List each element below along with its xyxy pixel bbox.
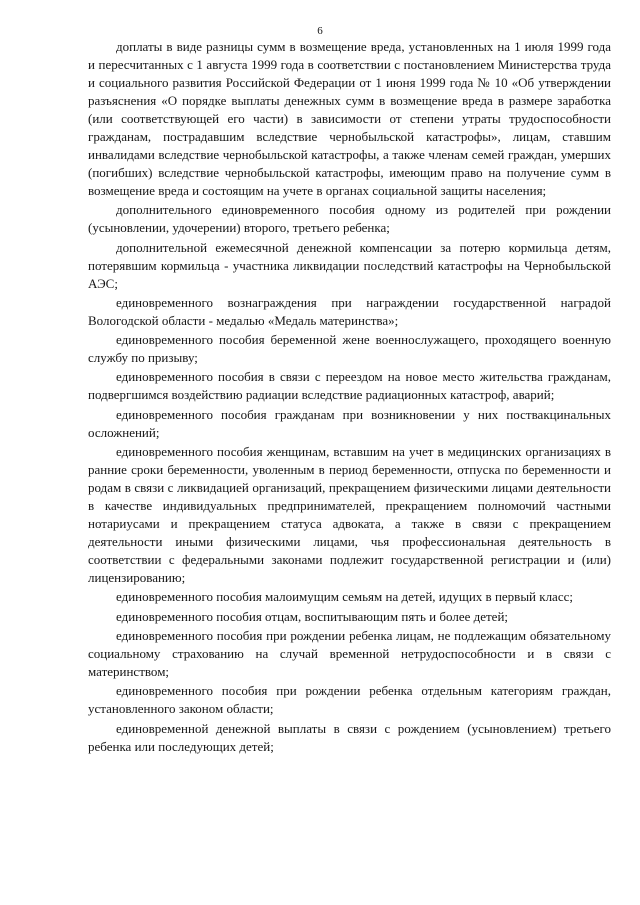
paragraph-11: единовременного пособия при рождении ребенка лицам, не подлежащим обязательному социальному страхованию на случай временной нетрудоспособности и в связи с материнством; (88, 627, 611, 679)
paragraph-1: доплаты в виде разницы сумм в возмещение вреда, установленных на 1 июля 1999 года и пересчитанных с 1 августа 1999 года в соответствии с постановлением Министерства труда и социального развития Российской Федерации от 1 июня 1999 года № 10 «Об утверждении разъяснения «О порядке выплаты денежных сумм в возмещение вреда в размере заработка (или соответствующей его части) в зависимости от степени утраты трудоспособности гражданам, пострадавшим вследствие чернобыльской катастрофы», лицам, ставшим инвалидами вследствие чернобыльской катастрофы, а также членам семей граждан, умерших (погибших) вследствие чернобыльской катастрофы, имеющим право на получение сумм в возмещение вреда и состоящим на учете в органах социальной защиты населения; (88, 39, 611, 198)
paragraph-13: единовременной денежной выплаты в связи с рождением (усыновлением) третьего ребенка или последующих детей; (88, 720, 611, 754)
paragraph-9: единовременного пособия малоимущим семьям на детей, идущих в первый класс; (116, 589, 573, 605)
paragraph-7: единовременного пособия гражданам при возникновении у них поствакцинальных осложнений; (88, 406, 611, 440)
paragraph-8: единовременного пособия женщинам, вставшим на учет в медицинских организациях в ранние сроки беременности, уволенным в период беременности, отпуска по беременности и родам в связи с ликвидацией организаций, прекращением физическими лицами деятельности в качестве индивидуальных предпринимателей, прекращением полномочий частными нотариусами и прекращением статуса адвоката, а также в связи с прекращением деятельности иными физическими лицами, чья профессиональная деятельность в соответствии с федеральными законами подлежит государственной регистрации и (или) лицензированию; (88, 444, 611, 586)
paragraph-4: единовременного вознаграждения при награждении государственной наградой Вологодской области - медалью «Медаль материнства»; (88, 294, 611, 328)
paragraph-3: дополнительной ежемесячной денежной компенсации за потерю кормильца детям, потерявшим кормильца - участника ликвидации последствий катастрофы на Чернобыльской АЭС; (88, 239, 611, 291)
paragraph-6: единовременного пособия в связи с переездом на новое место жительства гражданам, подвергшимся воздействию радиации вследствие радиационных катастроф, аварий; (88, 369, 611, 403)
paragraph-2: дополнительного единовременного пособия одному из родителей при рождении (усыновлении, удочерении) второго, третьего ребенка; (88, 202, 611, 236)
paragraph-5: единовременного пособия беременной жене военнослужащего, проходящего военную службу по призыву; (88, 332, 611, 366)
paragraph-10: единовременного пособия отцам, воспитывающим пять и более детей; (116, 608, 509, 624)
document-body (88, 38, 611, 757)
page-number: 6 (317, 25, 323, 37)
paragraph-12: единовременного пособия при рождении ребенка отдельным категориям граждан, установленного законом области; (88, 683, 611, 717)
